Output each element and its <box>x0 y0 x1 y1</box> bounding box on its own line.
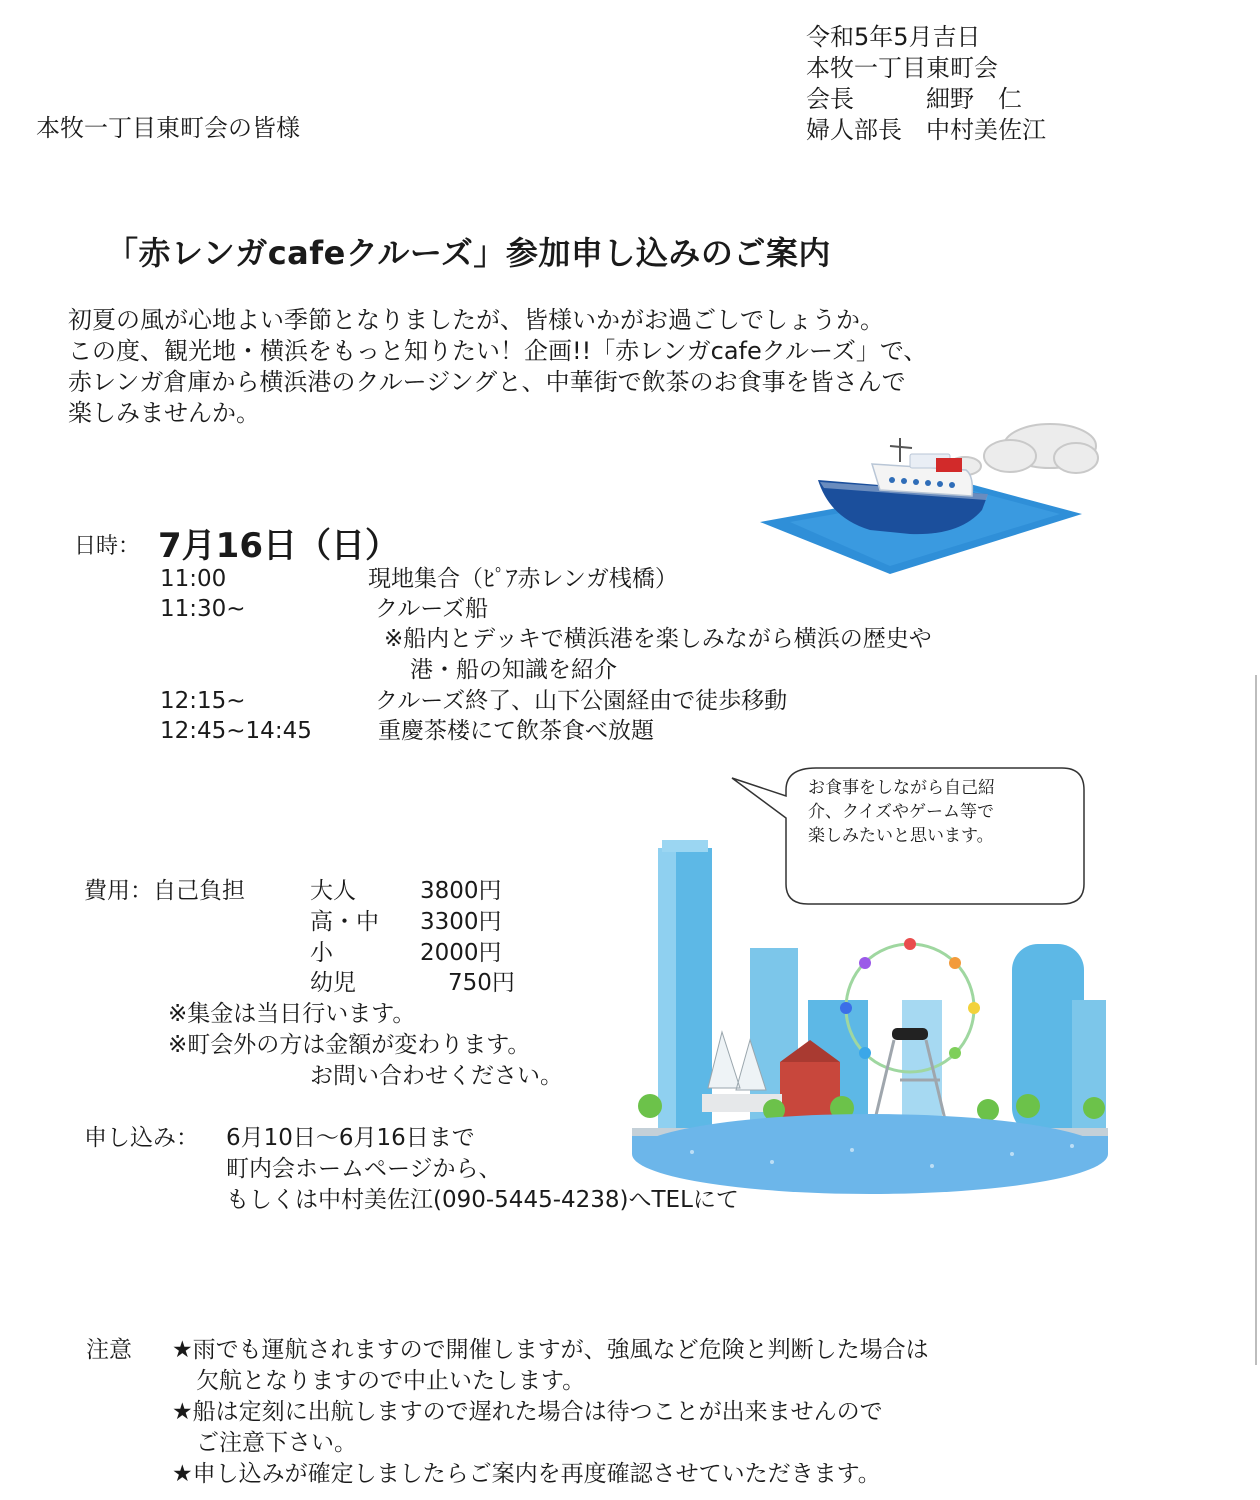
cruise-ship-illustration <box>760 418 1100 576</box>
caution-line: ★申し込みが確定しましたらご案内を再度確認させていただきます。 <box>172 1461 881 1487</box>
application-label: 申し込み： <box>84 1125 199 1151</box>
event-date: 7月16日（日） <box>158 526 399 566</box>
fee-note: ※集金は当日行います。 <box>168 1001 416 1027</box>
intro-line: 楽しみませんか。 <box>68 399 260 427</box>
caution-line: ★船は定刻に出航しますので遅れた場合は待つことが出来ませんので <box>172 1399 883 1425</box>
bubble-line: 楽しみたいと思います。 <box>808 826 994 846</box>
yokohama-cityscape-illustration <box>632 840 1108 1194</box>
schedule-desc: 現地集合（ﾋﾟｱ赤レンガ桟橋） <box>368 566 678 592</box>
caution-line: 欠航となりますので中止いたします。 <box>196 1368 586 1394</box>
harbor-sea-band <box>632 1136 1108 1154</box>
schedule-desc: 重慶茶楼にて飲茶食べ放題 <box>378 718 654 744</box>
schedule-label: 日時： <box>74 534 141 559</box>
ferris-hub <box>892 1028 928 1040</box>
schedule-time: 11:30~ <box>160 596 246 622</box>
organization-name: 本牧一丁目東町会 <box>806 54 998 82</box>
fee-price: 3800円 <box>420 878 502 904</box>
page-title: 「赤レンガcafeクルーズ」参加申し込みのご案内 <box>106 234 831 272</box>
ship-funnel <box>936 458 962 472</box>
schedule-time: 12:15~ <box>160 688 246 714</box>
addressee: 本牧一丁目東町会の皆様 <box>36 114 300 142</box>
caution-label: 注意 <box>86 1337 132 1363</box>
fee-category: 小 <box>310 940 333 966</box>
caution-line: ご注意下さい。 <box>196 1430 357 1456</box>
application-period: 6月10日～6月16日まで <box>226 1125 475 1151</box>
chairman-name: 会長 細野 仁 <box>806 85 1022 113</box>
application-contact: もしくは中村美佐江(090-5445-4238)へTELにて <box>226 1187 739 1213</box>
page-edge-rule <box>1255 675 1257 1365</box>
schedule-desc: クルーズ終了、山下公園経由で徒歩移動 <box>375 688 788 714</box>
womens-dept-head: 婦人部長 中村美佐江 <box>806 116 1046 144</box>
fee-category: 幼児 <box>310 970 356 996</box>
fee-category: 大人 <box>310 878 356 904</box>
intro-line: 初夏の風が心地よい季節となりましたが、皆様いかがお過ごしでしょうか。 <box>68 306 884 334</box>
tower-shade <box>658 848 676 1138</box>
fee-price: 2000円 <box>420 940 502 966</box>
bubble-line: 介、クイズやゲーム等で <box>808 802 994 822</box>
application-method: 町内会ホームページから、 <box>226 1156 502 1182</box>
fee-price: 3300円 <box>420 909 502 935</box>
fee-price: 750円 <box>448 970 515 996</box>
fees-label: 費用：自己負担 <box>84 878 245 904</box>
issue-date: 令和5年5月吉日 <box>806 23 981 51</box>
schedule-note: 港・船の知識を紹介 <box>410 657 617 683</box>
bubble-line: お食事をしながら自己紹 <box>808 778 995 798</box>
ship-mast-arm <box>890 446 912 448</box>
fee-note: お問い合わせください。 <box>310 1063 563 1089</box>
intro-line: この度、観光地・横浜をもっと知りたい！企画!!「赤レンガcafeクルーズ」で、 <box>68 337 928 365</box>
schedule-time: 11:00 <box>160 566 227 592</box>
fee-category: 高・中 <box>310 909 379 935</box>
smoke-cloud <box>949 424 1098 475</box>
caution-line: ★雨でも運航されますので開催しますが、強風など危険と判断した場合は <box>172 1337 929 1363</box>
intro-line: 赤レンガ倉庫から横浜港のクルージングと、中華街で飲茶のお食事を皆さんで <box>68 368 906 396</box>
schedule-time: 12:45~14:45 <box>160 718 312 744</box>
tower-top <box>662 840 708 852</box>
schedule-desc: クルーズ船 <box>375 596 489 622</box>
schedule-note: ※船内とデッキで横浜港を楽しみながら横浜の歴史や <box>384 626 932 652</box>
fee-note: ※町会外の方は金額が変わります。 <box>168 1032 531 1058</box>
